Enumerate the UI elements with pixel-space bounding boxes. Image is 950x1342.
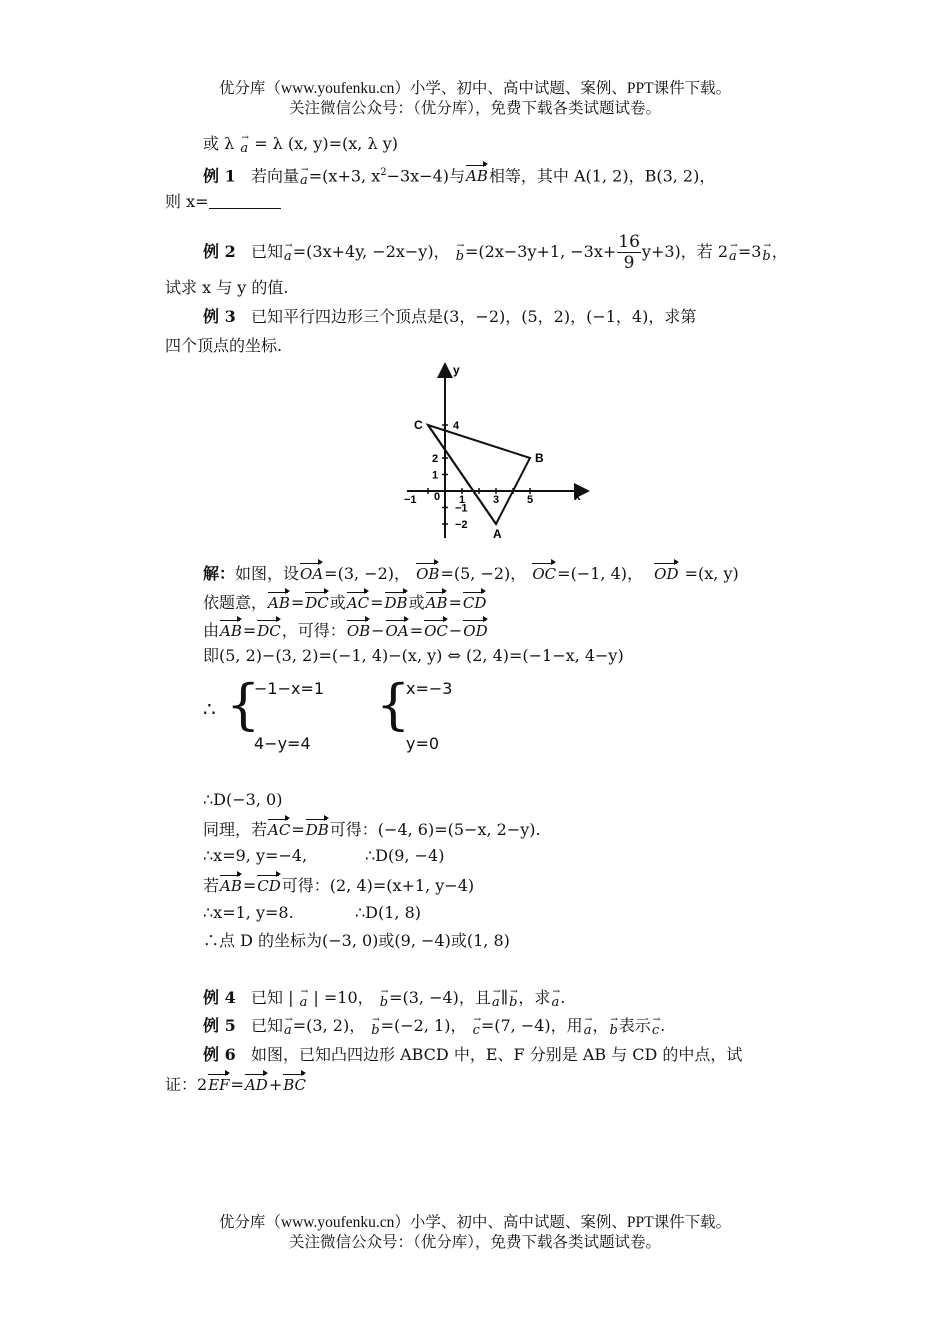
answer-blank[interactable] [209,194,281,209]
y-tick-label: 2 [432,453,439,465]
ex4-text: . [560,988,566,1007]
ex1-superscript: 2 [380,167,387,178]
vector-c: c → [652,1021,659,1041]
solution-text: =(−1, 4)， [557,564,643,583]
ex4-text: ，求 [518,988,551,1007]
example-3-line-1 [203,307,696,327]
example-5-line [203,1016,665,1041]
example-6-line-2 [165,1073,307,1095]
vector-od: OD [654,562,678,584]
ex1-text: 相等，其中 A(1, 2)，B(3, 2)， [488,166,716,186]
equals-sign: = [242,876,257,895]
therefore-symbol: ∴ [203,697,216,721]
solution-label: 解： [203,564,236,583]
header-line-1: 优分库（www.youfenku.cn）小学、初中、高中试题、案例、PPT课件下载。 [218,80,732,97]
plus-sign: + [268,1075,283,1094]
ex5-text: =(7, −4)，用 [480,1016,583,1035]
solution-text: =(5, −2)， [440,564,527,583]
vector-oc: OC [532,562,556,584]
x-tick-labels [404,494,533,506]
system-1-eq-2: 4−y=4 [254,734,311,753]
vector-dc: DC [305,591,329,613]
solution-text: ∴x=1, y=8. [203,903,294,922]
vector-a: a → [300,993,308,1013]
minus-sign: − [371,621,385,640]
vector-dc: DC [257,619,281,641]
example-1-line-2 [165,192,281,212]
vector-ab: AB [268,591,290,613]
ex5-text: . [660,1016,666,1035]
solution-line-2 [203,591,487,613]
vector-a: a → [284,244,292,270]
ex5-text: 表示 [618,1016,651,1035]
x-tick-label: −1 [404,494,417,506]
solution-text: 依题意， [203,593,268,612]
example-5-label: 例 5 [203,1016,236,1035]
ex5-text: ， [592,1016,609,1035]
fraction-16-9 [617,232,641,273]
intro-line [203,134,398,159]
y-tick-label: 1 [432,469,439,482]
fraction-numerator: 16 [618,232,640,252]
intro-prefix: 或 λ [203,134,235,153]
vector-ef: EF [208,1073,229,1095]
solution-text: =(x, y) [684,564,739,583]
example-4-label: 例 4 [203,988,236,1007]
vector-a: a → [300,171,308,191]
solution-text: ∴D(1, 8) [355,903,422,922]
ex5-text: =(−2, 1)， [380,1016,467,1035]
ex5-text: 已知 [250,1016,283,1035]
vector-ab: AB [426,591,448,613]
equals-sign: = [448,593,462,612]
vector-ab: AB [466,164,488,186]
solution-line-10: ∴点 D 的坐标为(−3, 0)或(9, −4)或(1, 8) [203,931,510,950]
origin-label: 0 [434,491,441,503]
ex3-text: 已知平行四边形三个顶点是(3，−2)，(5，2)，(−1，4)，求第 [250,307,697,326]
ex4-text: 已知 | [250,988,294,1007]
solution-text: 可得：(2, 4)=(x+1, y−4) [281,876,475,895]
solution-text: 同理，若 [203,820,268,839]
vector-oa: OA [300,562,323,584]
vector-a: a → [729,244,737,270]
equals-sign: = [409,621,424,640]
vector-a: a → [492,993,500,1013]
footer-line-1: 优分库（www.youfenku.cn）小学、初中、高中试题、案例、PPT课件下载。 [218,1214,732,1231]
equals-sign: = [290,593,305,612]
vector-db: DB [385,591,408,613]
ex1-answer-prompt: 则 x= [165,192,209,211]
equals-sign: = [370,593,384,612]
solution-d1: ∴D(−3, 0) [203,790,283,809]
vector-a: a → [584,1021,592,1041]
vector-b: b → [509,993,517,1013]
vector-c: c → [473,1021,480,1041]
y-tick-label: −2 [455,519,468,531]
intro-rest: = λ (x, y)=(x, λ y) [254,134,398,153]
ex6-text: 证：2 [165,1075,208,1094]
example-4-line [203,988,565,1013]
vector-oa: OA [386,619,409,641]
example-6-line-1 [203,1045,742,1065]
x-tick-label: 5 [527,494,534,506]
x-axis-label: x [574,489,581,503]
footer-line-2: 关注微信公众号：（优分库），免费下载各类试题试卷。 [288,1234,661,1251]
example-3-label: 例 3 [203,307,236,326]
vector-b: b → [456,244,464,270]
system-2-eq-2: y=0 [406,734,440,753]
y-axis-label: y [453,363,460,377]
vector-db: DB [306,818,329,840]
ex2-text: =(3x+4y, −2x−y)， [292,242,450,261]
vector-ac: AC [347,591,369,613]
x-tick-label: 3 [493,494,500,506]
ex2-text: ， [771,242,788,261]
point-label-c: C [414,418,423,432]
vector-cd: CD [463,591,487,613]
ex4-text: ∥ [500,988,509,1007]
vector-b: b → [609,1021,617,1041]
vector-ac: AC [268,818,290,840]
example-1-label: 例 1 [203,166,236,186]
vector-bc: BC [283,1073,306,1095]
ex2-text: y+3)，若 2 [641,242,729,261]
ex1-text: −3x−4)与 [386,166,466,186]
vector-cd: CD [257,874,281,896]
solution-line-9 [203,903,422,923]
vector-a: a → [284,1021,292,1041]
vector-ad: AD [245,1073,268,1095]
vector-a: a → [551,993,559,1013]
vector-ob: OB [347,619,370,641]
ex1-text: 若向量 [250,166,299,186]
solution-text: 或 [329,593,346,612]
solution-line-6 [203,818,541,840]
minus-sign: − [448,621,463,640]
solution-text: ∴x=9, y=−4, [203,846,308,865]
solution-text: 若 [203,876,220,895]
system-2-eq-1: x=−3 [406,679,453,698]
example-3-line-2: 四个顶点的坐标. [165,336,283,355]
vector-a: a → [240,139,248,159]
solution-text: ∴D(9, −4) [365,846,445,865]
example-2-line-1 [203,232,788,273]
solution-text: 如图，设 [235,564,300,583]
solution-text: 或 [408,593,425,612]
ex2-text: =(2x−3y+1, −3x+ [465,242,617,261]
example-6-label: 例 6 [203,1045,236,1064]
point-label-a: A [493,527,502,541]
system-1-eq-1: −1−x=1 [254,679,325,698]
y-tick-label: 4 [453,420,460,432]
solution-text: 可得：(−4, 6)=(5−x, 2−y). [329,820,541,839]
solution-text: =(3, −2)， [324,564,411,583]
coordinate-figure [403,360,593,542]
example-2-label: 例 2 [203,242,236,261]
vector-ob: OB [416,562,439,584]
point-label-b: B [535,451,544,465]
ex4-text: =(3, −4)，且 [389,988,491,1007]
example-2-line-2: 试求 x 与 y 的值. [165,278,289,297]
solution-text: 由 [203,621,220,640]
vector-ab: AB [220,874,242,896]
left-brace-2: { [376,673,411,736]
ex1-text: =(x+3, x [308,166,381,186]
x-tick-label: 1 [459,494,466,506]
ex4-text: | =10， [313,988,374,1007]
solution-line-4: 即(5, 2)−(3, 2)=(−1, 4)−(x, y) ⇔ (2, 4)=(−1−x, 4−y) [203,646,624,665]
axis-ticks [428,425,530,524]
ex6-text: 如图，已知凸四边形 ABCD 中，E、F 分别是 AB 与 CD 的中点，试 [250,1045,743,1064]
fraction-denominator: 9 [623,253,635,273]
vector-oc: OC [424,619,448,641]
solution-line-8 [203,874,474,896]
solution-line-7 [203,846,445,866]
left-brace-1: { [226,673,261,736]
vector-b: b → [762,244,770,270]
ex2-text: =3 [737,242,762,261]
y-tick-label: −1 [455,502,468,515]
vector-ab: AB [220,619,242,641]
vector-b: b → [371,1021,379,1041]
ex5-text: =(3, 2)， [292,1016,366,1035]
equals-sign: = [242,621,257,640]
header-line-2: 关注微信公众号：（优分库），免费下载各类试题试卷。 [288,100,661,117]
equals-sign: = [291,820,305,839]
ex2-text: 已知 [250,242,283,261]
solution-text: ，可得： [281,621,346,640]
vector-od: OD [463,619,487,641]
vector-b: b → [380,993,388,1013]
example-1-line-1 [203,163,715,191]
solution-line-3 [203,619,489,641]
equals-sign: = [230,1075,244,1094]
solution-line-1 [203,562,739,584]
